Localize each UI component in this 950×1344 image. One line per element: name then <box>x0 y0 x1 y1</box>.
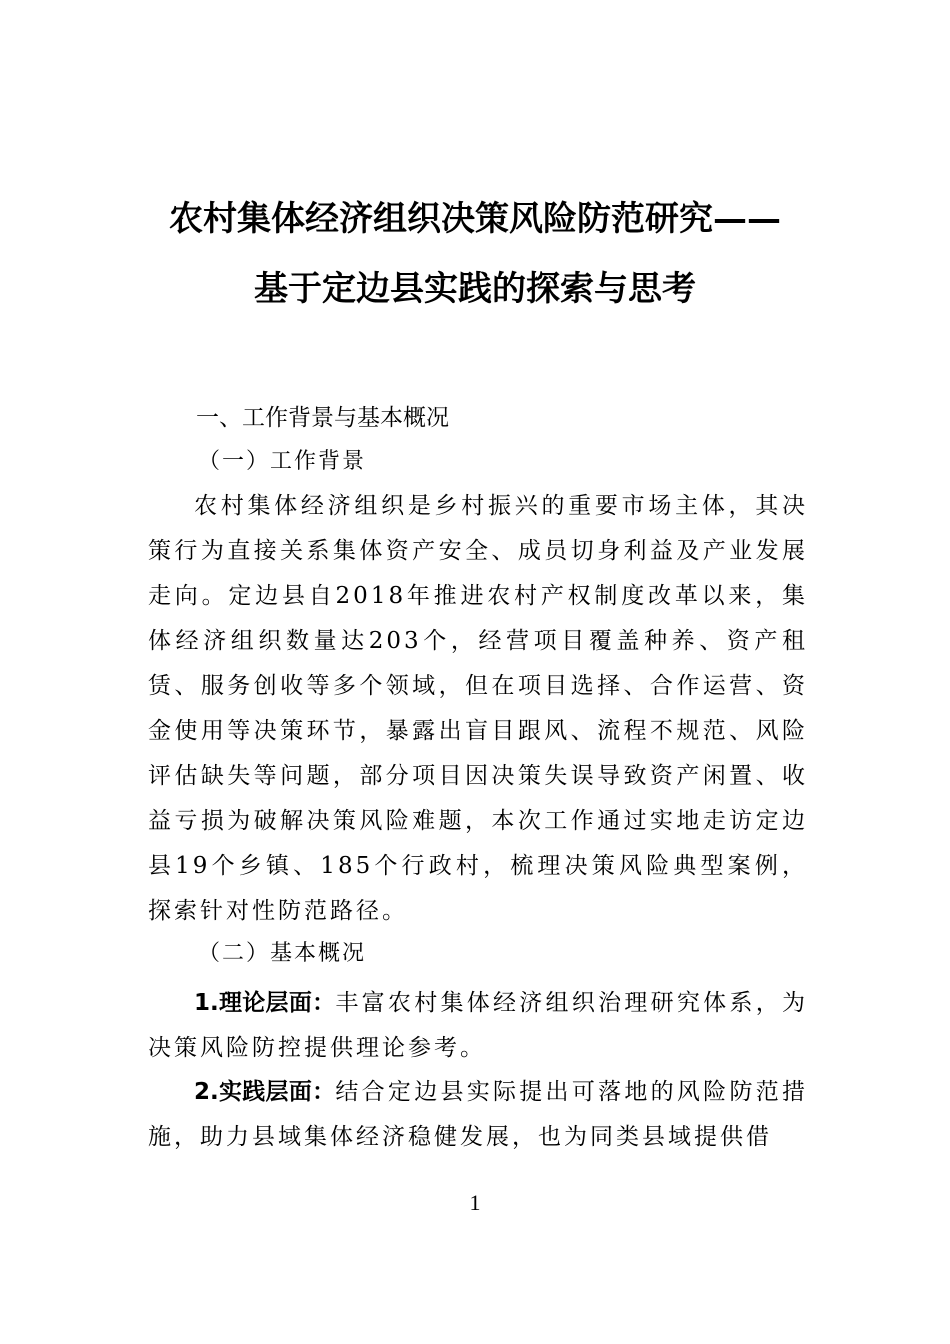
document-title-line-1: 农村集体经济组织决策风险防范研究—— <box>169 199 781 239</box>
subsection-heading-background: （一）工作背景 <box>198 449 367 474</box>
practice-level-label: 2.实践层面： <box>194 1079 336 1105</box>
paragraph-practice-level <box>148 1070 808 1160</box>
theory-level-label: 1.理论层面： <box>194 990 336 1016</box>
practice-level-text: 结合定边县实际提出可落地的风险防范措施，助力县域集体经济稳健发展，也为同类县域提供借 <box>148 1079 808 1150</box>
section-heading-1: 一、工作背景与基本概况 <box>196 405 449 431</box>
paragraph-background: 农村集体经济组织是乡村振兴的重要市场主体，其决策行为直接关系集体资产安全、成员切身利益及产业发展走向。定边县自2018年推进农村产权制度改革以来，集体经济组织数量达203个，经营项目覆盖种养、资产租赁、服务创收等多个领域，但在项目选择、合作运营、资金使用等决策环节，暴露出盲目跟风、流程不规范、风险评估缺失等问题，部分项目因决策失误导致资产闲置、收益亏损为破解决策风险难题，本次工作通过实地走访定边县19个乡镇、185个行政村，梳理决策风险典型案例，探索针对性防范路径。 <box>148 493 808 924</box>
subsection-heading-overview: （二）基本概况 <box>198 941 367 966</box>
paragraph-theory-level <box>148 981 808 1071</box>
document-title-line-2: 基于定边县实践的探索与思考 <box>254 269 696 309</box>
theory-level-text: 丰富农村集体经济组织治理研究体系，为决策风险防控提供理论参考。 <box>148 990 808 1061</box>
page-number: 1 <box>469 1190 481 1215</box>
